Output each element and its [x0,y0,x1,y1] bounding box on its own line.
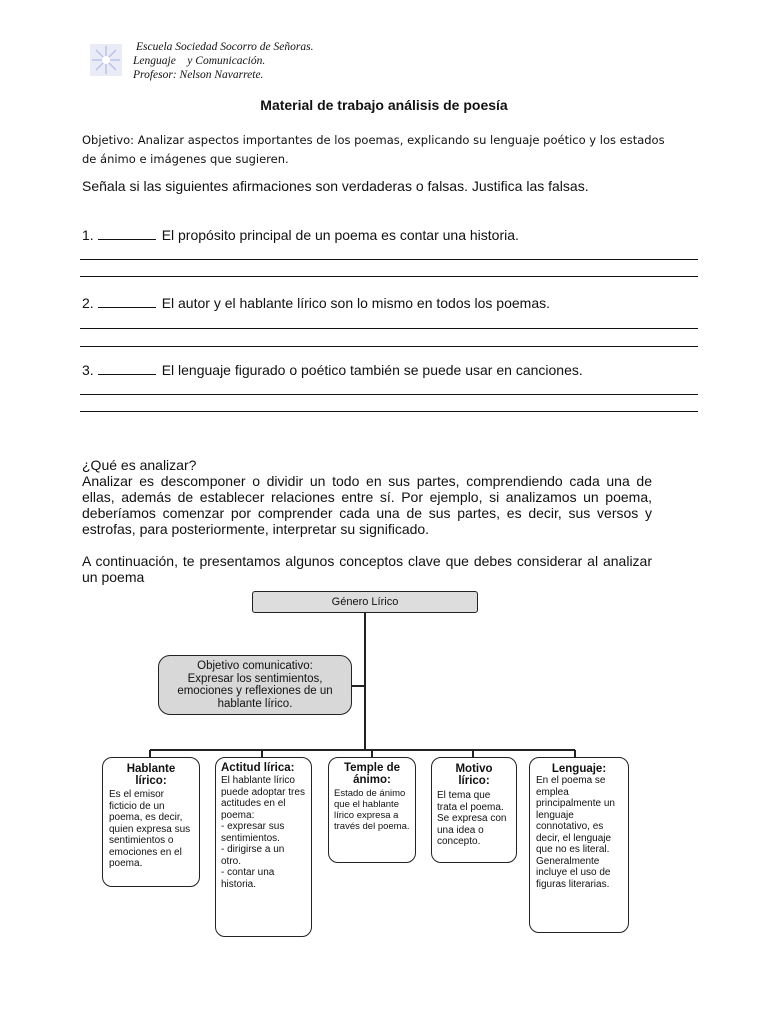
concept-body: En el poema se emplea principalmente un lenguaje connotativo, es decir, el lenguaje que no es literal. Generalmente incluye el uso de figuras literarias. [536,775,615,890]
objective-box-text: Expresar los sentimientos, emociones y reflexiones de un hablante lírico. [177,672,333,710]
concept-body: El hablante lírico puede adoptar tres actitudes en el poema: - expresar sus sentimientos. - dirigirse a un otro. - contar una historia. [221,775,305,890]
statement-text: El lenguaje figurado o poético también se puede usar en canciones. [161,362,583,378]
concept-box-motivo [431,757,517,863]
instruction-text: Señala si las siguientes afirmaciones son verdaderas o falsas. Justifica las falsas. [82,178,589,194]
concept-title: Motivo lírico: [455,763,493,787]
statement-number: 3. [82,362,94,378]
concept-title: Temple de ánimo: [343,762,401,786]
analysis-intro: A continuación, te presentamos algunos conceptos clave que debes considerar al analizar un poema [82,553,652,585]
concept-box-temple [328,757,416,863]
communicative-objective-box [158,655,352,715]
statement-text: El propósito principal de un poema es contar una historia. [161,227,519,243]
genre-root-box: Género Lírico [252,591,478,613]
analysis-question: ¿Qué es analizar? [82,457,197,473]
concept-body: Es el emisor ficticio de un poema, es decir, quien expresa sus sentimientos o emociones en el poema. [109,789,191,869]
concept-body: Estado de ánimo que el hablante lírico expresa a través del poema. [334,788,410,832]
concept-title: Hablante lírico: [126,763,176,787]
concept-title: Actitud lírica: [221,762,295,774]
concept-title: Lenguaje: [551,763,607,775]
objective-box-title: Objetivo comunicativo: [197,660,313,672]
concept-box-hablante [102,757,200,887]
statement-number: 2. [82,295,94,311]
concept-box-actitud [215,757,312,937]
concept-body: El tema que trata el poema. Se expresa con una idea o concepto. [437,790,507,847]
page-title: Material de trabajo análisis de poesía [260,97,508,113]
analysis-definition: Analizar es descomponer o dividir un todo en sus partes, comprendiendo cada una de ellas, además de establecer relaciones entre sí. Por ejemplo, si analizamos un poema, deberíamos comenzar por comprender cada una de sus partes, es decir, sus versos y estrofas, para posteriormente, interpretar su significado. [82,473,652,537]
objective-text: Objetivo: Analizar aspectos importantes de los poemas, explicando su lenguaje poético y los estados de ánimo e imágenes que sugieren. [82,133,665,166]
subject-name: Lenguaje y Comunicación. [133,55,266,67]
teacher-name: Profesor: Nelson Navarrete. [133,69,264,81]
concept-box-lenguaje [529,757,629,933]
statement-text: El autor y el hablante lírico son lo mismo en todos los poemas. [161,295,550,311]
school-name: Escuela Sociedad Socorro de Señoras. [136,41,314,53]
statement-number: 1. [82,227,94,243]
